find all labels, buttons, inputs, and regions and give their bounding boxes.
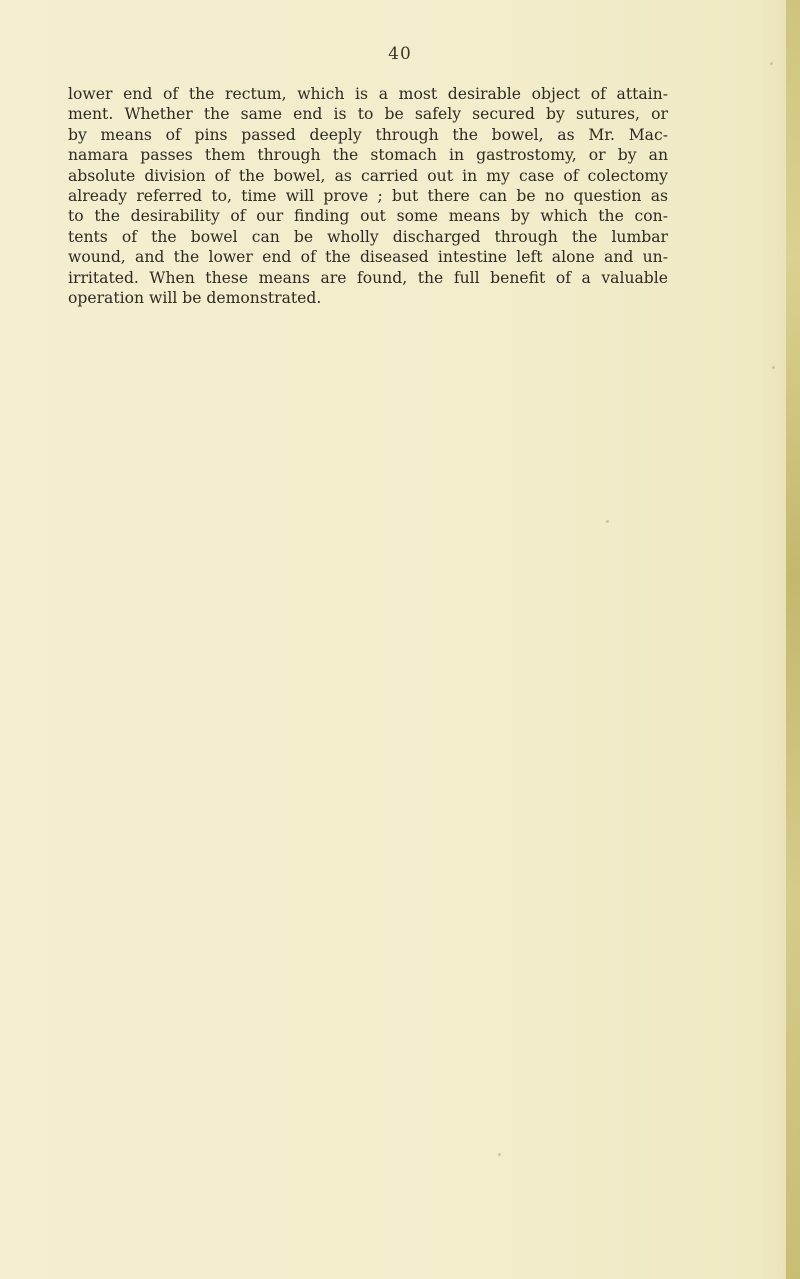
body-paragraph — [68, 84, 668, 308]
page-edge-shadow — [786, 0, 800, 1279]
text-line: lower end of the rectum, which is a most desirable object of attain- — [68, 85, 668, 103]
text-line: tents of the bowel can be wholly discharged through the lumbar — [68, 227, 668, 246]
text-line: namara passes them through the stomach in gastrostomy, or by an — [68, 146, 668, 165]
text-line: by means of pins passed deeply through the bowel, as Mr. Mac- — [68, 125, 668, 144]
text-line: irritated. When these means are found, the full benefit of a valuable — [68, 268, 668, 287]
text-line: already referred to, time will prove ; but there can be no question as — [68, 187, 668, 206]
paper-speck — [770, 62, 773, 65]
paper-speck — [772, 366, 775, 369]
text-line: absolute division of the bowel, as carried out in my case of colectomy — [68, 166, 668, 185]
page-number: 40 — [388, 44, 412, 64]
text-line-last: operation will be demonstrated. — [68, 289, 322, 308]
paper-speck — [498, 1153, 501, 1156]
paper-speck — [606, 520, 609, 523]
text-line: ment. Whether the same end is to be safely secured by sutures, or — [68, 105, 668, 124]
text-line: to the desirability of our finding out some means by which the con- — [68, 207, 668, 226]
text-line: wound, and the lower end of the diseased intestine left alone and un- — [68, 248, 668, 267]
